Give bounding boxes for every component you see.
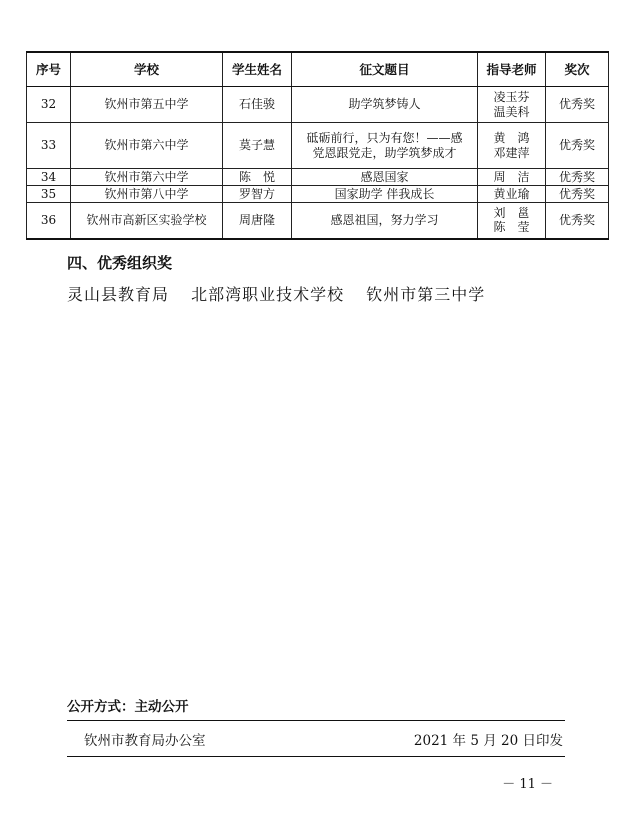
cell-school: 钦州市高新区实验学校 xyxy=(71,203,223,239)
cell-no: 36 xyxy=(27,203,71,239)
cell-student: 罗智方 xyxy=(223,186,292,203)
cell-topic xyxy=(292,169,478,186)
cell-teacher xyxy=(478,203,546,239)
cell-no: 32 xyxy=(27,87,71,123)
teacher-name: 陈 莹 xyxy=(493,220,530,235)
cell-teacher xyxy=(478,87,546,123)
awards-table xyxy=(26,51,609,240)
table-row xyxy=(27,203,609,239)
org-list xyxy=(67,282,501,305)
cell-school: 钦州市第五中学 xyxy=(71,87,223,123)
table-row xyxy=(27,186,609,203)
org-name: 北部湾职业技术学校 xyxy=(191,285,345,304)
cell-topic xyxy=(292,123,478,169)
footer-divider xyxy=(67,720,565,721)
org-name: 灵山县教育局 xyxy=(67,285,170,304)
cell-topic xyxy=(292,203,478,239)
col-header-topic: 征文题目 xyxy=(292,52,478,87)
cell-student: 周唐隆 xyxy=(223,203,292,239)
topic-line: 感恩国家 xyxy=(360,169,409,184)
cell-teacher xyxy=(478,169,546,186)
teacher-name: 黄 鸿 xyxy=(493,131,530,146)
topic-line: 助学筑梦铸人 xyxy=(348,97,421,112)
cell-student: 陈 悦 xyxy=(223,169,292,186)
teacher-name: 周 洁 xyxy=(493,169,530,184)
cell-no: 35 xyxy=(27,186,71,203)
cell-no: 34 xyxy=(27,169,71,186)
topic-line: 国家助学 伴我成长 xyxy=(334,186,435,201)
disclosure-label: 公开方式：主动公开 xyxy=(67,699,189,715)
footer-divider xyxy=(67,756,565,757)
col-header-teacher: 指导老师 xyxy=(478,52,546,87)
cell-student: 石佳骏 xyxy=(223,87,292,123)
cell-school: 钦州市第六中学 xyxy=(71,169,223,186)
cell-award: 优秀奖 xyxy=(546,169,609,186)
topic-line: 党恩跟党走，助学筑梦成才 xyxy=(312,145,457,160)
col-header-award: 奖次 xyxy=(546,52,609,87)
teacher-name: 刘 邕 xyxy=(493,205,530,220)
cell-school: 钦州市第八中学 xyxy=(71,186,223,203)
cell-teacher xyxy=(478,123,546,169)
teacher-name: 邓建萍 xyxy=(493,145,530,160)
section-heading: 四、优秀组织奖 xyxy=(67,254,173,272)
cell-award: 优秀奖 xyxy=(546,123,609,169)
teacher-name: 黄业瑜 xyxy=(493,186,530,201)
cell-no: 33 xyxy=(27,123,71,169)
teacher-name: 凌玉芬 xyxy=(493,90,530,105)
cell-award: 优秀奖 xyxy=(546,186,609,203)
cell-award: 优秀奖 xyxy=(546,87,609,123)
page-number: － 11 － xyxy=(502,777,553,792)
teacher-name: 温美科 xyxy=(493,104,530,119)
table-header-row xyxy=(27,52,609,87)
org-name: 钦州市第三中学 xyxy=(366,285,486,304)
cell-topic xyxy=(292,87,478,123)
cell-topic xyxy=(292,186,478,203)
col-header-school: 学校 xyxy=(71,52,223,87)
cell-award: 优秀奖 xyxy=(546,203,609,239)
table-row xyxy=(27,123,609,169)
cell-student: 莫子慧 xyxy=(223,123,292,169)
issue-date: 2021 年 5 月 20 日印发 xyxy=(413,733,563,749)
table-row xyxy=(27,87,609,123)
topic-line: 感恩祖国，努力学习 xyxy=(330,213,439,228)
col-header-student: 学生姓名 xyxy=(223,52,292,87)
issuer: 钦州市教育局办公室 xyxy=(84,733,206,749)
col-header-no: 序号 xyxy=(27,52,71,87)
table-row xyxy=(27,169,609,186)
cell-teacher xyxy=(478,186,546,203)
cell-school: 钦州市第六中学 xyxy=(71,123,223,169)
topic-line: 砥砺前行，只为有您！——感 xyxy=(306,131,463,146)
